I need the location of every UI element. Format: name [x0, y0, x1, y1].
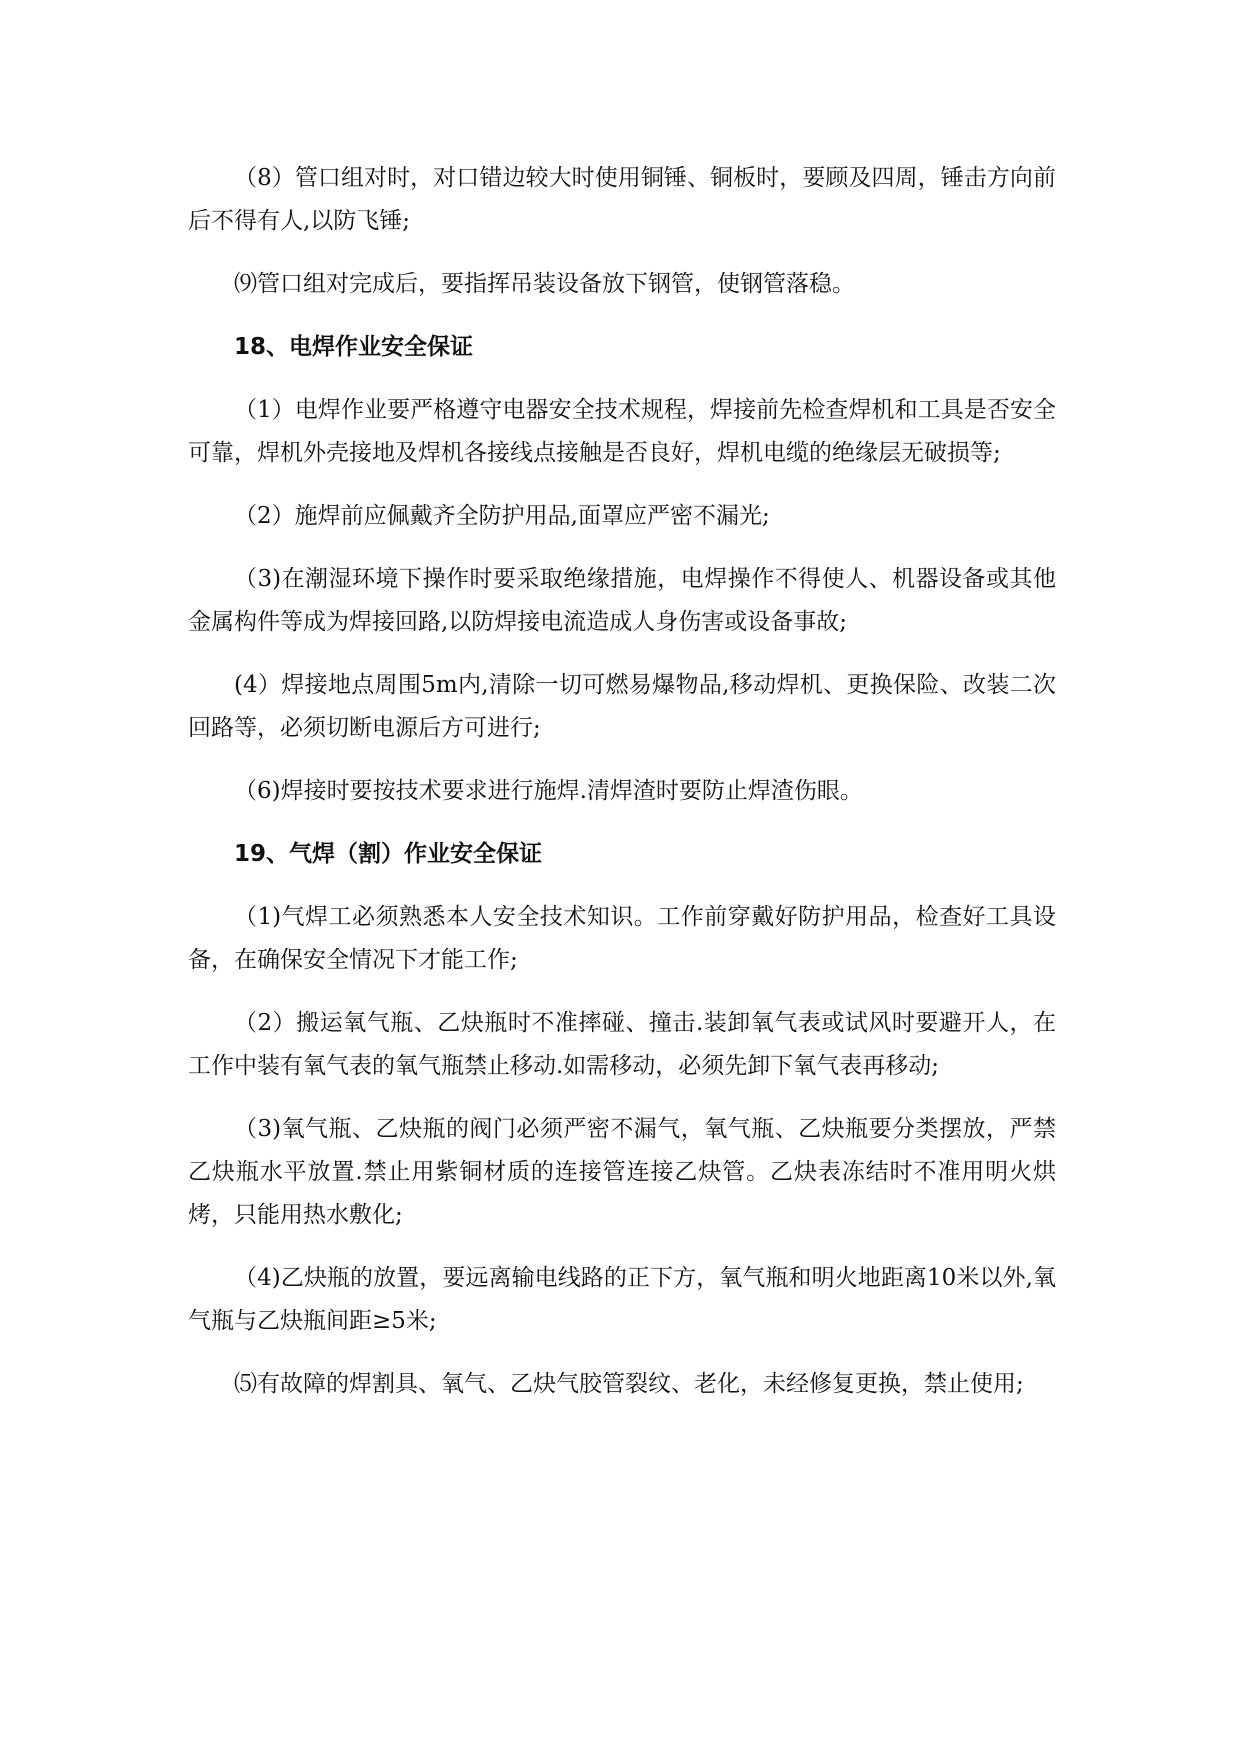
- paragraph-19-3: （3)氧气瓶、乙炔瓶的阀门必须严密不漏气，氧气瓶、乙炔瓶要分类摆放，严禁乙炔瓶水平放置.禁止用紫铜材质的连接管连接乙炔管。乙炔表冻结时不准用明火烘烤，只能用热水敷化;: [188, 1116, 1056, 1228]
- paragraph-19-2: （2）搬运氧气瓶、乙炔瓶时不准摔碰、撞击.装卸氧气表或试风时要避开人，在工作中装有氧气表的氧气瓶禁止移动.如需移动，必须先卸下氧气表再移动;: [188, 1010, 1056, 1079]
- paragraph-18-2: （2）施焊前应佩戴齐全防护用品,面罩应严密不漏光;: [234, 503, 770, 529]
- section-heading-18: 18、电焊作业安全保证: [234, 334, 474, 360]
- paragraph-18-1: （1）电焊作业要严格遵守电器安全技术规程，焊接前先检查焊机和工具是否安全可靠，焊机外壳接地及焊机各接线点接触是否良好，焊机电缆的绝缘层无破损等;: [188, 397, 1056, 466]
- paragraph-19-1: （1)气焊工必须熟悉本人安全技术知识。工作前穿戴好防护用品，检查好工具设备，在确保安全情况下才能工作;: [188, 904, 1056, 973]
- paragraph-9-pipe-lowering: ⑼管口组对完成后，要指挥吊装设备放下钢管，使钢管落稳。: [234, 271, 855, 297]
- paragraph-18-4: (4）焊接地点周围5m内,清除一切可燃易爆物品,移动焊机、更换保险、改装二次回路等，必须切断电源后方可进行;: [188, 672, 1056, 741]
- paragraph-18-3: （3)在潮湿环境下操作时要采取绝缘措施，电焊操作不得使人、机器设备或其他金属构件等成为焊接回路,以防焊接电流造成人身伤害或设备事故;: [188, 566, 1056, 635]
- document-body: [188, 157, 1056, 1426]
- paragraph-18-6: （6)焊接时要按技术要求进行施焊.清焊渣时要防止焊渣伤眼。: [234, 778, 863, 804]
- section-heading-19: 19、气焊（割）作业安全保证: [234, 841, 543, 867]
- paragraph-8-pipe-alignment: （8）管口组对时，对口错边较大时使用铜锤、铜板时，要顾及四周，锤击方向前后不得有人,以防飞锤;: [188, 165, 1056, 234]
- paragraph-19-5: ⑸有故障的焊割具、氧气、乙炔气胶管裂纹、老化，未经修复更换，禁止使用;: [234, 1371, 1024, 1397]
- paragraph-19-4: （4)乙炔瓶的放置，要远离输电线路的正下方，氧气瓶和明火地距离10米以外,氧气瓶与乙炔瓶间距≥5米;: [188, 1265, 1056, 1334]
